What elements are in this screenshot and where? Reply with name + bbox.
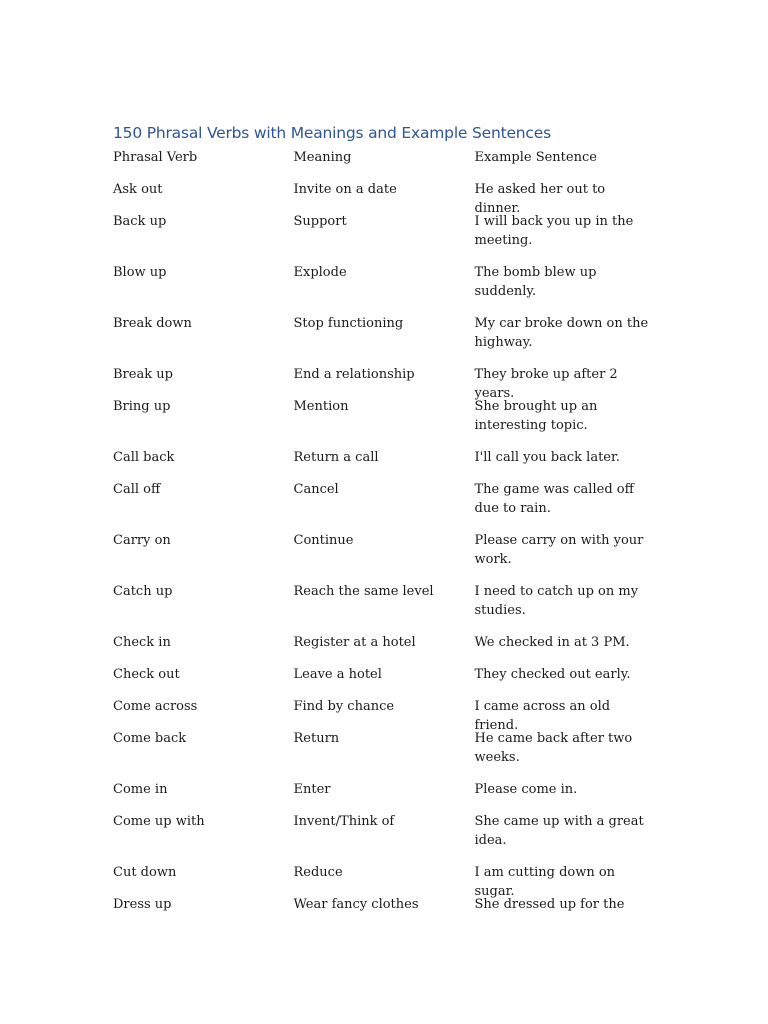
verb-cell: Break up <box>113 367 173 382</box>
table-row <box>113 365 673 401</box>
table-row <box>113 397 673 448</box>
table-header-row <box>113 148 673 180</box>
meaning-cell: Continue <box>293 533 354 548</box>
example-cell: I will back you up in the meeting. <box>474 214 634 248</box>
meaning-cell: Support <box>293 214 347 229</box>
table-row <box>113 582 673 633</box>
verb-cell: Catch up <box>113 584 173 599</box>
meaning-cell: Leave a hotel <box>293 667 382 682</box>
example-cell: She brought up an interesting topic. <box>474 399 598 433</box>
table-row <box>113 531 673 582</box>
verb-cell: Come back <box>113 731 187 746</box>
header-meaning: Meaning <box>293 150 352 165</box>
verb-cell: Check in <box>113 635 171 650</box>
verb-cell: Call off <box>113 482 161 497</box>
meaning-cell: Wear fancy clothes <box>293 897 419 912</box>
table-row <box>113 263 673 314</box>
verb-cell: Ask out <box>113 182 163 197</box>
table-row <box>113 480 673 531</box>
meaning-cell: Cancel <box>293 482 339 497</box>
table-row <box>113 729 673 780</box>
example-cell: I need to catch up on my studies. <box>474 584 639 618</box>
meaning-cell: Enter <box>293 782 331 797</box>
example-cell: Please come in. <box>474 782 578 797</box>
example-cell: My car broke down on the highway. <box>474 316 649 350</box>
example-cell: He asked her out to dinner. <box>474 182 606 216</box>
table-row <box>113 314 673 365</box>
example-cell: The bomb blew up suddenly. <box>474 265 597 299</box>
meaning-cell: Invent/Think of <box>293 814 395 829</box>
example-cell: She came up with a great idea. <box>474 814 644 848</box>
verb-cell: Come across <box>113 699 198 714</box>
meaning-cell: Return a call <box>293 450 379 465</box>
verb-cell: Dress up <box>113 897 172 912</box>
example-cell: He came back after two weeks. <box>474 731 633 765</box>
example-cell: We checked in at 3 PM. <box>474 635 630 650</box>
meaning-cell: Return <box>293 731 340 746</box>
table-row <box>113 212 673 263</box>
table-row <box>113 780 673 812</box>
table-row <box>113 448 673 480</box>
verb-cell: Come in <box>113 782 168 797</box>
table-row <box>113 697 673 733</box>
meaning-cell: Mention <box>293 399 349 414</box>
verb-cell: Bring up <box>113 399 171 414</box>
document-title: 150 Phrasal Verbs with Meanings and Example Sentences <box>113 124 551 142</box>
meaning-cell: Explode <box>293 265 347 280</box>
table-row <box>113 665 673 697</box>
meaning-cell: Find by chance <box>293 699 395 714</box>
example-cell: I'll call you back later. <box>474 450 620 465</box>
example-cell: They checked out early. <box>474 667 631 682</box>
example-cell: The game was called off due to rain. <box>474 482 634 516</box>
verb-cell: Come up with <box>113 814 205 829</box>
header-phrasal-verb: Phrasal Verb <box>113 150 198 165</box>
meaning-cell: Stop functioning <box>293 316 404 331</box>
table-row <box>113 863 673 899</box>
table-row <box>113 895 673 927</box>
example-cell: They broke up after 2 years. <box>474 367 618 401</box>
verb-cell: Call back <box>113 450 175 465</box>
verb-cell: Break down <box>113 316 192 331</box>
example-cell: I came across an old friend. <box>474 699 611 733</box>
table-row <box>113 812 673 863</box>
meaning-cell: End a relationship <box>293 367 415 382</box>
verb-cell: Cut down <box>113 865 177 880</box>
example-cell: She dressed up for the <box>474 897 625 912</box>
meaning-cell: Reach the same level <box>293 584 434 599</box>
meaning-cell: Register at a hotel <box>293 635 416 650</box>
table-row <box>113 180 673 216</box>
phrasal-verbs-table <box>113 148 673 927</box>
example-cell: Please carry on with your work. <box>474 533 644 567</box>
table-row <box>113 633 673 665</box>
example-cell: I am cutting down on sugar. <box>474 865 616 899</box>
meaning-cell: Invite on a date <box>293 182 397 197</box>
verb-cell: Back up <box>113 214 167 229</box>
meaning-cell: Reduce <box>293 865 343 880</box>
verb-cell: Check out <box>113 667 180 682</box>
header-example-sentence: Example Sentence <box>474 150 597 165</box>
verb-cell: Blow up <box>113 265 167 280</box>
verb-cell: Carry on <box>113 533 171 548</box>
